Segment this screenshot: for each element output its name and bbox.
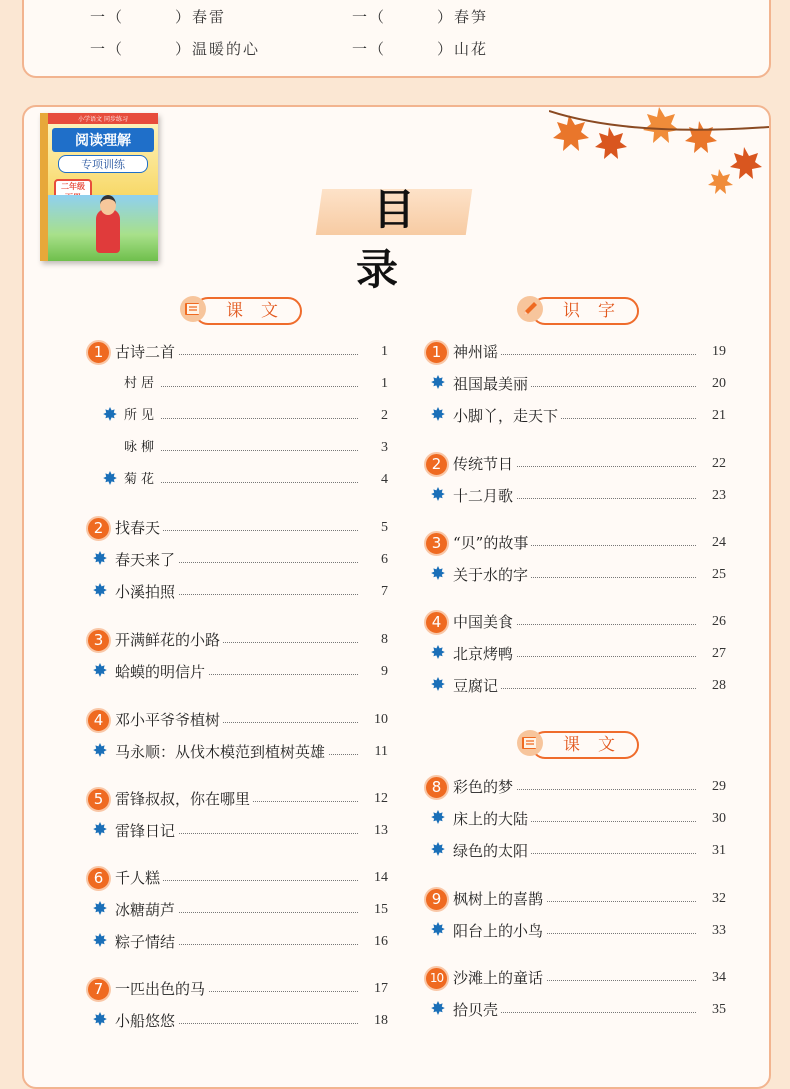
toc-page-number: 28 [702,675,726,697]
toc-page-number: 2 [364,405,388,427]
unit-number-badge: 1 [424,340,449,365]
toc-entry[interactable] [86,661,388,683]
toc-entry-title: 小脚丫，走天下 [453,405,561,427]
toc-entry-title: 枫树上的喜鹊 [453,888,546,910]
toc-entry[interactable] [86,867,388,889]
toc-entry-title: 阳台上的小鸟 [453,920,546,942]
toc-entry[interactable] [86,517,388,539]
maple-leaf-icon [92,900,108,916]
maple-leaf-icon [102,406,118,422]
book-cover-grade: 二年级 [54,179,92,205]
toc-entry-title: 北京烤鸭 [453,643,516,665]
toc-entry-title: 马永顺：从伐木模范到植树英雄 [115,741,328,763]
toc-entry[interactable] [86,405,388,427]
toc-page-number: 10 [364,709,388,731]
toc-entry-title: 春天来了 [115,549,178,571]
toc-page-number: 9 [364,661,388,683]
toc-entry[interactable] [424,532,726,554]
section-heading [517,297,647,325]
toc-entry-title: 蛤蟆的明信片 [115,661,208,683]
book-cover-illustration [48,195,158,261]
toc-entry-title: 菊花 [124,469,161,491]
toc-entry-title: 绿色的太阳 [453,840,531,862]
toc-page-number: 22 [702,453,726,475]
toc-entry[interactable] [424,405,726,427]
maple-leaf-icon [430,374,446,390]
toc-page-number: 34 [702,967,726,989]
toc-entry[interactable] [424,840,726,862]
toc-entry[interactable] [424,967,726,989]
toc-entry[interactable] [86,899,388,921]
book-icon [180,296,206,322]
exercise-item: 一（ ）春雷 [90,8,227,26]
maple-leaf-icon [430,1000,446,1016]
toc-page-number: 7 [364,581,388,603]
unit-number-badge: 4 [424,610,449,635]
toc-entry[interactable] [86,978,388,1000]
unit-number-badge: 4 [86,708,111,733]
toc-page-number: 21 [702,405,726,427]
maple-leaf-icon [92,662,108,678]
toc-entry[interactable] [86,469,388,491]
toc-entry[interactable] [424,373,726,395]
toc-page-number: 16 [364,931,388,953]
toc-entry[interactable] [86,820,388,842]
dot-leader [128,386,358,387]
toc-entry-title: 古诗二首 [115,341,178,363]
toc-entry-title: 所见 [124,405,161,427]
toc-entry-title: 开满鲜花的小路 [115,629,223,651]
maple-leaf-icon [430,406,446,422]
unit-number-badge: 5 [86,787,111,812]
unit-number-badge: 7 [86,977,111,1002]
exercise-item: 一（ ）山花 [352,40,489,58]
toc-page-number: 1 [364,373,388,395]
toc-entry-title: 沙滩上的童话 [453,967,546,989]
toc-page-number: 19 [702,341,726,363]
toc-entry[interactable] [86,709,388,731]
exercise-item: 一（ ）温暖的心 [90,40,261,58]
toc-entry[interactable] [86,931,388,953]
toc-entry-title: 找春天 [115,517,163,539]
maple-leaf-icon [430,644,446,660]
toc-page-number: 18 [364,1010,388,1032]
toc-entry[interactable] [424,675,726,697]
maple-leaf-icon [102,470,118,486]
toc-entry-title: 拾贝壳 [453,999,501,1021]
toc-entry-title: 咏柳 [124,437,161,459]
section-heading-label: 识字 [531,297,639,325]
dot-leader [128,450,358,451]
contents-card [22,105,771,1089]
page-title: 目录 [355,185,449,294]
toc-page-number: 13 [364,820,388,842]
toc-entry[interactable] [86,1010,388,1032]
toc-entry-title: 彩色的梦 [453,776,516,798]
toc-entry[interactable] [86,741,388,763]
maple-leaf-icon [92,1011,108,1027]
toc-entry-title: 冰糖葫芦 [115,899,178,921]
toc-entry-title: 关于水的字 [453,564,531,586]
toc-page-number: 17 [364,978,388,1000]
maple-leaf-icon [430,565,446,581]
toc-entry-title: 神州谣 [453,341,501,363]
toc-page-number: 12 [364,788,388,810]
book-cover-image [40,113,158,261]
toc-entry[interactable] [424,888,726,910]
unit-number-badge: 2 [424,452,449,477]
toc-entry[interactable] [424,453,726,475]
toc-entry[interactable] [424,564,726,586]
book-cover-subtitle: 专项训练 [58,155,148,173]
unit-number-badge: 6 [86,866,111,891]
toc-entry[interactable] [424,999,726,1021]
book-icon [517,730,543,756]
toc-page-number: 26 [702,611,726,633]
toc-page-number: 24 [702,532,726,554]
toc-entry[interactable] [86,549,388,571]
toc-entry-title: “贝”的故事 [453,532,531,554]
toc-entry[interactable] [86,341,388,363]
toc-entry-title: 村居 [124,373,161,395]
toc-entry-title: 雷锋叔叔，你在哪里 [115,788,253,810]
toc-entry[interactable] [424,808,726,830]
toc-entry[interactable] [86,373,388,395]
toc-page-number: 6 [364,549,388,571]
toc-page-number: 33 [702,920,726,942]
toc-entry-title: 豆腐记 [453,675,501,697]
toc-entry[interactable] [424,643,726,665]
pencil-icon [517,296,543,322]
section-heading [517,731,647,759]
maple-leaf-icon [430,841,446,857]
toc-entry-title: 小溪拍照 [115,581,178,603]
maple-leaf-icon [92,821,108,837]
toc-page-number: 29 [702,776,726,798]
toc-page-number: 4 [364,469,388,491]
exercise-item: 一（ ）春笋 [352,8,489,26]
maple-leaf-icon [92,742,108,758]
toc-entry-title: 千人糕 [115,867,163,889]
unit-number-badge: 3 [424,531,449,556]
toc-entry-title: 小船悠悠 [115,1010,178,1032]
toc-entry-title: 十二月歌 [453,485,516,507]
toc-page-number: 32 [702,888,726,910]
toc-page-number: 11 [364,741,388,763]
unit-number-badge: 8 [424,775,449,800]
unit-number-badge: 1 [86,340,111,365]
toc-entry-title: 雷锋日记 [115,820,178,842]
toc-entry-title: 床上的大陆 [453,808,531,830]
toc-entry[interactable] [86,437,388,459]
toc-entry[interactable] [424,485,726,507]
toc-entry[interactable] [424,341,726,363]
toc-page-number: 23 [702,485,726,507]
unit-number-badge: 2 [86,516,111,541]
section-heading [180,297,310,325]
maple-leaf-icon [430,809,446,825]
exercise-card [22,0,771,78]
toc-page-number: 35 [702,999,726,1021]
unit-number-badge: 9 [424,887,449,912]
toc-page-number: 8 [364,629,388,651]
toc-page-number: 14 [364,867,388,889]
maple-leaf-icon [92,550,108,566]
toc-entry-title: 粽子情结 [115,931,178,953]
book-cover-title: 阅读理解 [52,128,154,152]
toc-entry-title: 祖国最美丽 [453,373,531,395]
section-heading-label: 课文 [531,731,639,759]
toc-entry[interactable] [424,611,726,633]
toc-page-number: 15 [364,899,388,921]
unit-number-badge: 3 [86,628,111,653]
toc-entry-title: 邓小平爷爷植树 [115,709,223,731]
toc-page-number: 3 [364,437,388,459]
toc-entry[interactable] [86,629,388,651]
toc-entry-title: 一匹出色的马 [115,978,208,1000]
maple-leaf-icon [430,921,446,937]
toc-entry[interactable] [86,581,388,603]
toc-page-number: 25 [702,564,726,586]
maple-leaves-decoration [549,107,769,207]
toc-entry-title: 中国美食 [453,611,516,633]
toc-page-number: 20 [702,373,726,395]
section-heading-label: 课文 [194,297,302,325]
toc-page-number: 27 [702,643,726,665]
toc-page-number: 30 [702,808,726,830]
maple-leaf-icon [92,932,108,948]
toc-page-number: 31 [702,840,726,862]
dot-leader [128,418,358,419]
unit-number-badge: 10 [424,966,449,991]
toc-entry[interactable] [424,776,726,798]
book-cover-strip: 小学语文 同步练习 [48,113,158,124]
toc-entry[interactable] [86,788,388,810]
dot-leader [128,482,358,483]
maple-leaf-icon [430,676,446,692]
toc-page-number: 1 [364,341,388,363]
maple-leaf-icon [92,582,108,598]
maple-leaf-icon [430,486,446,502]
toc-page-number: 5 [364,517,388,539]
toc-entry-title: 传统节日 [453,453,516,475]
toc-entry[interactable] [424,920,726,942]
